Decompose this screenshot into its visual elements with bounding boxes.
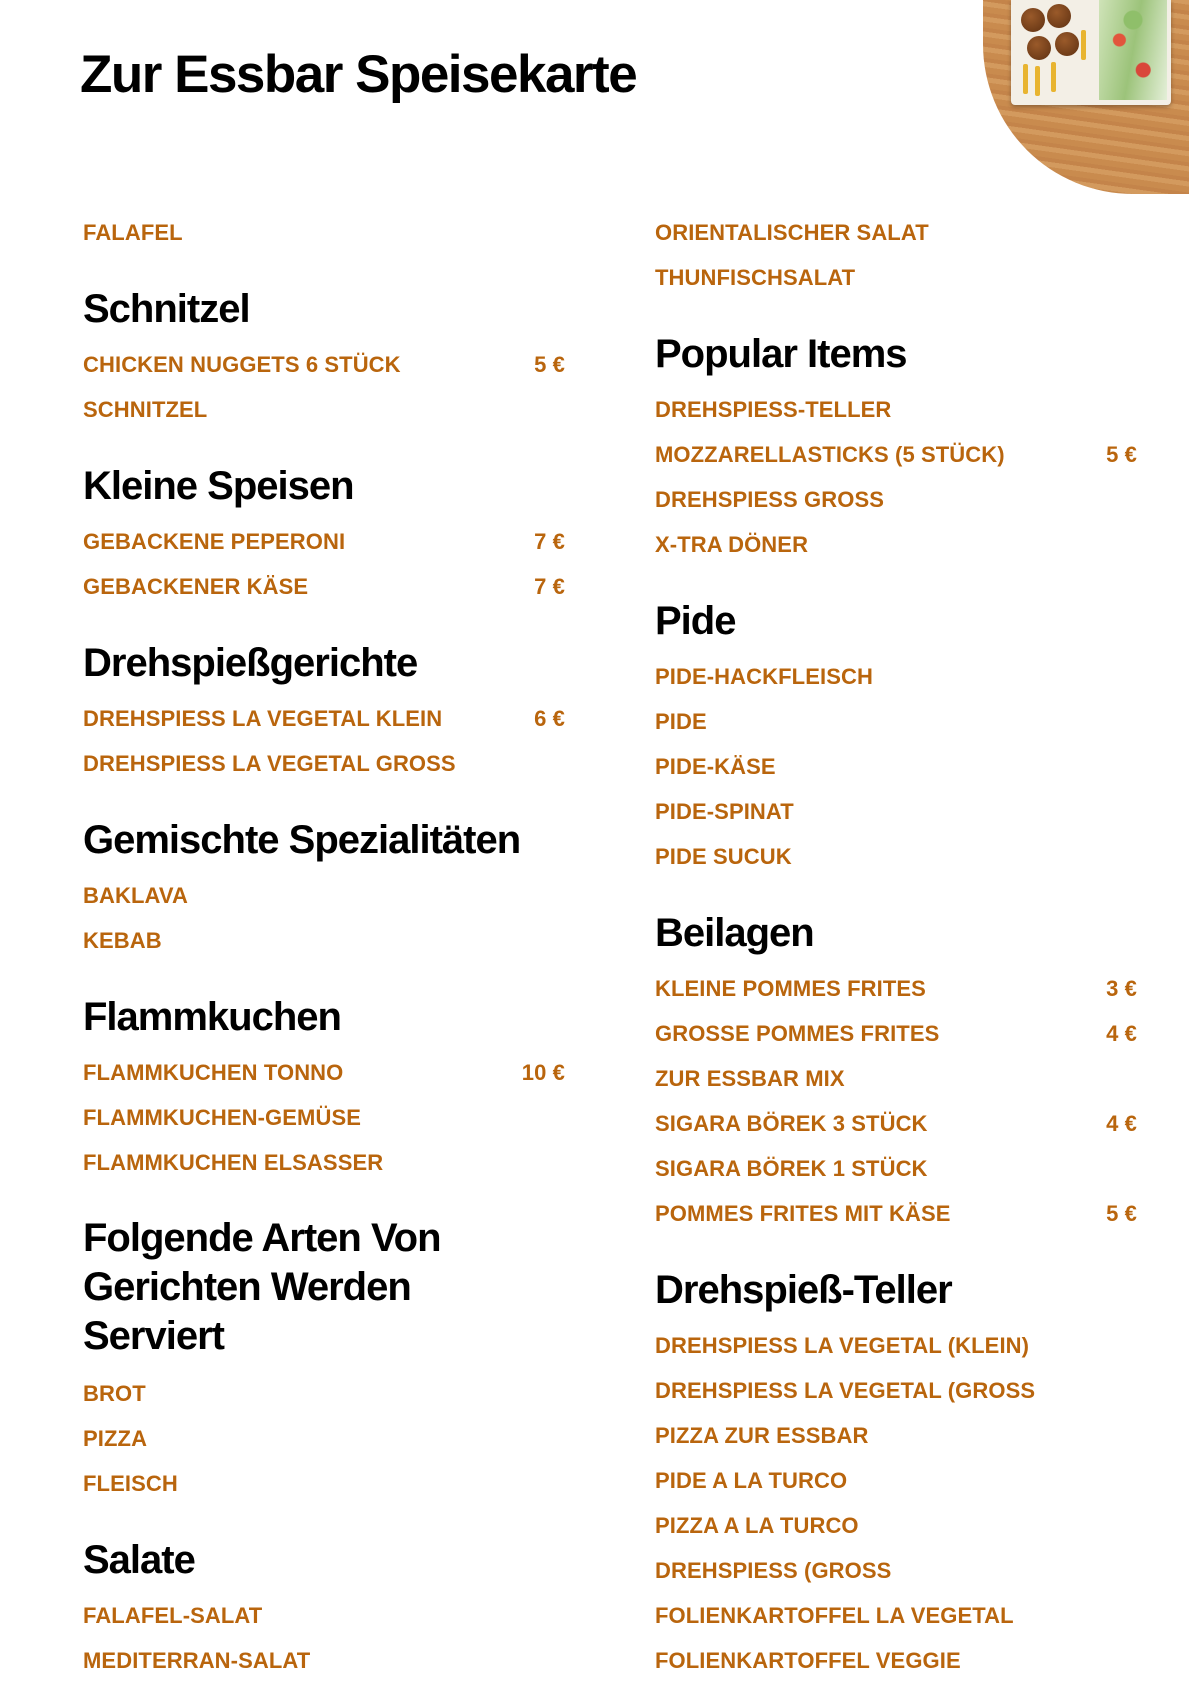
salad — [1099, 0, 1167, 100]
fries — [1081, 30, 1086, 60]
section-pide — [655, 567, 1137, 879]
menu-item[interactable] — [655, 699, 1137, 744]
plate-image — [1011, 0, 1171, 105]
menu-item[interactable] — [655, 1368, 1137, 1413]
falafel-ball — [1021, 8, 1045, 32]
fries — [1035, 66, 1040, 96]
menu-item-name: ZUR ESSBAR MIX — [655, 1065, 845, 1091]
menu-item-name: GEBACKENER KÄSE — [83, 573, 309, 599]
section-heading: Schnitzel — [83, 287, 250, 331]
section-folgende-arten-von-gerichten-werden-serviert — [83, 1185, 565, 1506]
menu-item-name: X-TRA DÖNER — [655, 531, 809, 557]
menu-column-right — [655, 210, 1137, 1683]
menu-item[interactable] — [655, 1638, 1137, 1683]
menu-item[interactable] — [83, 873, 565, 918]
menu-item[interactable] — [83, 741, 565, 786]
fries — [1023, 64, 1028, 94]
section-popular-items — [655, 300, 1137, 567]
menu-item[interactable] — [655, 654, 1137, 699]
menu-item-name: DREHSPIESS-TELLER — [655, 396, 892, 422]
menu-item[interactable] — [83, 564, 565, 609]
menu-item-name: SCHNITZEL — [83, 396, 208, 422]
menu-item-name: FLEISCH — [83, 1470, 178, 1496]
section-heading: Kleine Speisen — [83, 464, 354, 508]
menu-item[interactable] — [655, 1503, 1137, 1548]
menu-item-name: PIDE SUCUK — [655, 843, 792, 869]
menu-item[interactable] — [83, 696, 565, 741]
section-heading: Drehspieß-Teller — [655, 1268, 952, 1312]
fries — [1051, 62, 1056, 92]
menu-item-name: PIZZA — [83, 1425, 148, 1451]
menu-item-price: 10 € — [521, 1059, 565, 1085]
menu-item-name: PIDE-KÄSE — [655, 753, 776, 779]
menu-item-name: THUNFISCHSALAT — [655, 264, 856, 290]
menu-item-name: PIDE-SPINAT — [655, 798, 794, 824]
menu-item-name: GROSSE POMMES FRITES — [655, 1020, 940, 1046]
menu-item-price: 5 € — [1106, 1200, 1137, 1226]
menu-item[interactable] — [83, 1050, 565, 1095]
menu-item[interactable] — [655, 255, 1137, 300]
menu-item-name: CHICKEN NUGGETS 6 STÜCK — [83, 351, 401, 377]
menu-item-name: BAKLAVA — [83, 882, 188, 908]
menu-item-name: DREHSPIESS LA VEGETAL GROSS — [83, 750, 456, 776]
menu-item[interactable] — [83, 918, 565, 963]
menu-item[interactable] — [655, 1548, 1137, 1593]
menu-item-name: FLAMMKUCHEN TONNO — [83, 1059, 344, 1085]
falafel-ball — [1055, 32, 1079, 56]
section-heading: Flammkuchen — [83, 995, 341, 1039]
menu-item-name: ORIENTALISCHER SALAT — [655, 219, 929, 245]
menu-item[interactable] — [655, 210, 1137, 255]
menu-item[interactable] — [655, 1458, 1137, 1503]
menu-item-price: 3 € — [1106, 975, 1137, 1001]
menu-item[interactable] — [655, 1056, 1137, 1101]
menu-item-name: DREHSPIESS LA VEGETAL (KLEIN) — [655, 1332, 1030, 1358]
menu-item-name: PIZZA ZUR ESSBAR — [655, 1422, 869, 1448]
menu-item-name: DREHSPIESS LA VEGETAL KLEIN — [83, 705, 443, 731]
menu-column-left — [83, 210, 565, 1683]
menu-item[interactable] — [83, 1416, 565, 1461]
section-heading: Gemischte Spezialitäten — [83, 818, 521, 862]
menu-item[interactable] — [83, 519, 565, 564]
menu-item-price: 4 € — [1106, 1020, 1137, 1046]
falafel-ball — [1027, 36, 1051, 60]
menu-item[interactable] — [83, 1461, 565, 1506]
menu-item[interactable] — [655, 477, 1137, 522]
menu-item-name: KLEINE POMMES FRITES — [655, 975, 926, 1001]
menu-item[interactable] — [655, 1011, 1137, 1056]
menu-item-name: FOLIENKARTOFFEL VEGGIE — [655, 1647, 961, 1673]
section-heading: Pide — [655, 599, 736, 643]
food-photo — [983, 0, 1189, 194]
menu-item-name: SIGARA BÖREK 3 STÜCK — [655, 1110, 928, 1136]
menu-item-name: KEBAB — [83, 927, 162, 953]
menu-item-name: FLAMMKUCHEN ELSASSER — [83, 1149, 384, 1175]
section-beilagen — [655, 879, 1137, 1236]
menu-item[interactable] — [655, 387, 1137, 432]
menu-item[interactable] — [83, 342, 565, 387]
menu-item[interactable] — [83, 387, 565, 432]
menu-item-name: PIDE-HACKFLEISCH — [655, 663, 873, 689]
menu-item[interactable] — [655, 1101, 1137, 1146]
section-heading: Popular Items — [655, 332, 907, 376]
menu-item[interactable] — [655, 432, 1137, 477]
menu-item-price: 5 € — [534, 351, 565, 377]
menu-item-name: FOLIENKARTOFFEL LA VEGETAL — [655, 1602, 1014, 1628]
menu-item[interactable] — [83, 1371, 565, 1416]
menu-item[interactable] — [83, 1140, 565, 1185]
section-gemischte-spezialita-ten — [83, 786, 565, 963]
menu-item-price: 7 € — [534, 528, 565, 554]
menu-item-name: MOZZARELLASTICKS (5 STÜCK) — [655, 441, 1005, 467]
menu-item-price: 5 € — [1106, 441, 1137, 467]
menu-item[interactable] — [655, 834, 1137, 879]
page-title: Zur Essbar Speisekarte — [80, 45, 637, 104]
falafel-ball — [1047, 4, 1071, 28]
section-drehspie-gerichte — [83, 609, 565, 786]
menu-item-name: FALAFEL — [83, 219, 183, 245]
menu-item[interactable] — [655, 789, 1137, 834]
menu-item-name: PIZZA A LA TURCO — [655, 1512, 859, 1538]
menu-item[interactable] — [655, 1146, 1137, 1191]
menu-item[interactable] — [83, 1638, 565, 1683]
menu-item[interactable] — [83, 210, 565, 255]
section-flammkuchen — [83, 963, 565, 1185]
menu-item-price: 7 € — [534, 573, 565, 599]
menu-item[interactable] — [655, 966, 1137, 1011]
menu-item[interactable] — [655, 744, 1137, 789]
section-salate — [83, 1506, 565, 1683]
menu-item-price: 4 € — [1106, 1110, 1137, 1136]
menu-item[interactable] — [655, 1323, 1137, 1368]
menu-item-name: DREHSPIESS (GROSS — [655, 1557, 892, 1583]
menu-item-name: POMMES FRITES MIT KÄSE — [655, 1200, 951, 1226]
menu-item-name: BROT — [83, 1380, 146, 1406]
menu-item-name: SIGARA BÖREK 1 STÜCK — [655, 1155, 928, 1181]
menu-item-name: PIDE A LA TURCO — [655, 1467, 848, 1493]
menu-item-name: PIDE — [655, 708, 707, 734]
section-heading: Beilagen — [655, 911, 814, 955]
menu-item-name: FALAFEL-SALAT — [83, 1602, 263, 1628]
menu-item-name: FLAMMKUCHEN-GEMÜSE — [83, 1104, 362, 1130]
menu-item-price: 6 € — [534, 705, 565, 731]
section-heading: Drehspießgerichte — [83, 641, 418, 685]
menu-item-name: DREHSPIESS GROSS — [655, 486, 884, 512]
menu-item[interactable] — [83, 1593, 565, 1638]
section-heading: Salate — [83, 1538, 195, 1582]
section-schnitzel — [83, 255, 565, 432]
section-drehspie-teller — [655, 1236, 1137, 1683]
menu-item[interactable] — [655, 522, 1137, 567]
section-kleine-speisen — [83, 432, 565, 609]
menu-item-name: DREHSPIESS LA VEGETAL (GROSS — [655, 1377, 1036, 1403]
menu-item[interactable] — [655, 1593, 1137, 1638]
menu-item[interactable] — [655, 1191, 1137, 1236]
menu-item-name: MEDITERRAN-SALAT — [83, 1647, 311, 1673]
menu-item-name: GEBACKENE PEPERONI — [83, 528, 346, 554]
section-heading: Folgende Arten Von Gerichten Werden Serviert — [83, 1216, 441, 1358]
menu-item[interactable] — [655, 1413, 1137, 1458]
menu-item[interactable] — [83, 1095, 565, 1140]
